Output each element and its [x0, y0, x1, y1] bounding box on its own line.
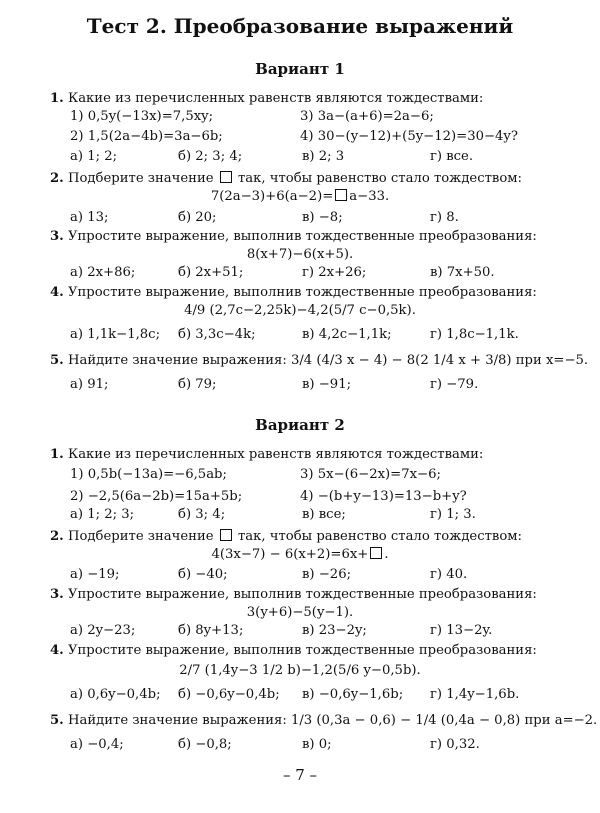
equality-2: 2) −2,5(6a−2b)=15a+5b; — [70, 489, 243, 504]
option-b: б) −0,8; — [178, 737, 232, 752]
option-b: б) 20; — [178, 210, 217, 225]
equality-1: 1) 0,5y(−13x)=7,5xy; — [70, 109, 214, 124]
option-a: а) 2x+86; — [70, 265, 136, 280]
variant-2-heading: Вариант 2 — [255, 416, 345, 434]
option-b: б) 3,3c−4k; — [178, 327, 256, 342]
option-a: а) −0,4; — [70, 737, 124, 752]
equality-3: 3) 3a−(a+6)=2a−6; — [300, 109, 434, 124]
equality-4: 4) 30−(y−12)+(5y−12)=30−4y? — [300, 129, 518, 144]
option-a: а) 1,1k−1,8c; — [70, 327, 161, 342]
option-c: в) 4,2c−1,1k; — [302, 327, 392, 342]
blank-square-icon — [370, 547, 382, 559]
option-c: в) 23−2y; — [302, 623, 367, 638]
expression: 8(x+7)−6(x+5). — [246, 247, 354, 262]
option-d: г) 1,4y−1,6b. — [430, 687, 520, 702]
option-d: г) 40. — [430, 567, 468, 582]
question-number: 4. — [50, 643, 64, 658]
question-text: Упростите выражение, выполнив тождественные преобразования: — [67, 285, 537, 300]
option-d: г) 1; 3. — [430, 507, 476, 522]
variant-1-heading: Вариант 1 — [255, 60, 345, 78]
option-a: а) 1; 2; — [70, 149, 118, 164]
expression: 4/9 (2,7c−2,25k)−4,2(5/7 c−0,5k). — [184, 303, 416, 318]
option-d: г) все. — [430, 149, 474, 164]
option-c: в) −26; — [302, 567, 352, 582]
option-a: а) 13; — [70, 210, 109, 225]
option-c: в) −0,6y−1,6b; — [302, 687, 404, 702]
question-text-before: Подберите значение — [67, 171, 214, 186]
option-d: г) 8. — [430, 210, 459, 225]
option-a: а) −19; — [70, 567, 120, 582]
question-text: Найдите значение выражения: 3/4 (4/3 x − 4) − 8(2 1/4 x + 3/8) при x=−5. — [67, 353, 589, 368]
option-b: б) −40; — [178, 567, 228, 582]
option-a: а) 1; 2; 3; — [70, 507, 135, 522]
page-title: Тест 2. Преобразование выражений — [86, 14, 514, 38]
question-number: 1. — [50, 447, 64, 462]
option-c: в) −91; — [302, 377, 352, 392]
option-d: в) 7x+50. — [430, 265, 495, 280]
option-c: в) все; — [302, 507, 346, 522]
question-number: 5. — [50, 353, 64, 368]
question-number: 2. — [50, 529, 64, 544]
blank-square-icon — [220, 171, 232, 183]
question-text: Упростите выражение, выполнив тождественные преобразования: — [67, 643, 537, 658]
option-a: а) 0,6y−0,4b; — [70, 687, 161, 702]
blank-square-icon — [335, 189, 347, 201]
option-b: б) −0,6y−0,4b; — [178, 687, 280, 702]
expression: 3(y+6)−5(y−1). — [246, 605, 354, 620]
option-b: б) 2x+51; — [178, 265, 244, 280]
question-number: 4. — [50, 285, 64, 300]
page-number: – 7 – — [282, 766, 318, 784]
option-b: б) 3; 4; — [178, 507, 226, 522]
question-text: Какие из перечисленных равенств являются тождествами: — [67, 91, 484, 106]
question-number: 3. — [50, 587, 64, 602]
blank-square-icon — [220, 529, 232, 541]
question-text: Упростите выражение, выполнив тождественные преобразования: — [67, 587, 537, 602]
option-d: г) 13−2y. — [430, 623, 493, 638]
equality-1: 1) 0,5b(−13a)=−6,5ab; — [70, 467, 227, 482]
option-c: г) 2x+26; — [302, 265, 367, 280]
question-text: Упростите выражение, выполнив тождественные преобразования: — [67, 229, 537, 244]
option-d: г) 1,8c−1,1k. — [430, 327, 519, 342]
option-c: в) 2; 3 — [302, 149, 345, 164]
option-d: г) −79. — [430, 377, 479, 392]
question-text: Какие из перечисленных равенств являются тождествами: — [67, 447, 484, 462]
option-b: б) 2; 3; 4; — [178, 149, 243, 164]
question-text-before: Подберите значение — [67, 529, 214, 544]
question-text-after: так, чтобы равенство стало тождеством: — [237, 529, 522, 544]
option-d: г) 0,32. — [430, 737, 480, 752]
equality-4: 4) −(b+y−13)=13−b+y? — [300, 489, 467, 504]
option-b: б) 8y+13; — [178, 623, 244, 638]
option-a: а) 2y−23; — [70, 623, 136, 638]
option-c: в) 0; — [302, 737, 332, 752]
option-a: а) 91; — [70, 377, 109, 392]
question-number: 5. — [50, 713, 64, 728]
question-number: 2. — [50, 171, 64, 186]
expression: 2/7 (1,4y−3 1/2 b)−1,2(5/6 y−0,5b). — [179, 663, 421, 678]
expression: 7(2a−3)+6(a−2)= a−33. — [210, 189, 390, 204]
option-b: б) 79; — [178, 377, 217, 392]
equality-2: 2) 1,5(2a−4b)=3a−6b; — [70, 129, 223, 144]
question-text-after: так, чтобы равенство стало тождеством: — [237, 171, 522, 186]
equality-3: 3) 5x−(6−2x)=7x−6; — [300, 467, 441, 482]
question-number: 1. — [50, 91, 64, 106]
question-text: Найдите значение выражения: 1/3 (0,3a − 0,6) − 1/4 (0,4a − 0,8) при a=−2. — [67, 713, 598, 728]
question-number: 3. — [50, 229, 64, 244]
expression: 4(3x−7) − 6(x+2)=6x+ . — [211, 547, 389, 562]
option-c: в) −8; — [302, 210, 343, 225]
